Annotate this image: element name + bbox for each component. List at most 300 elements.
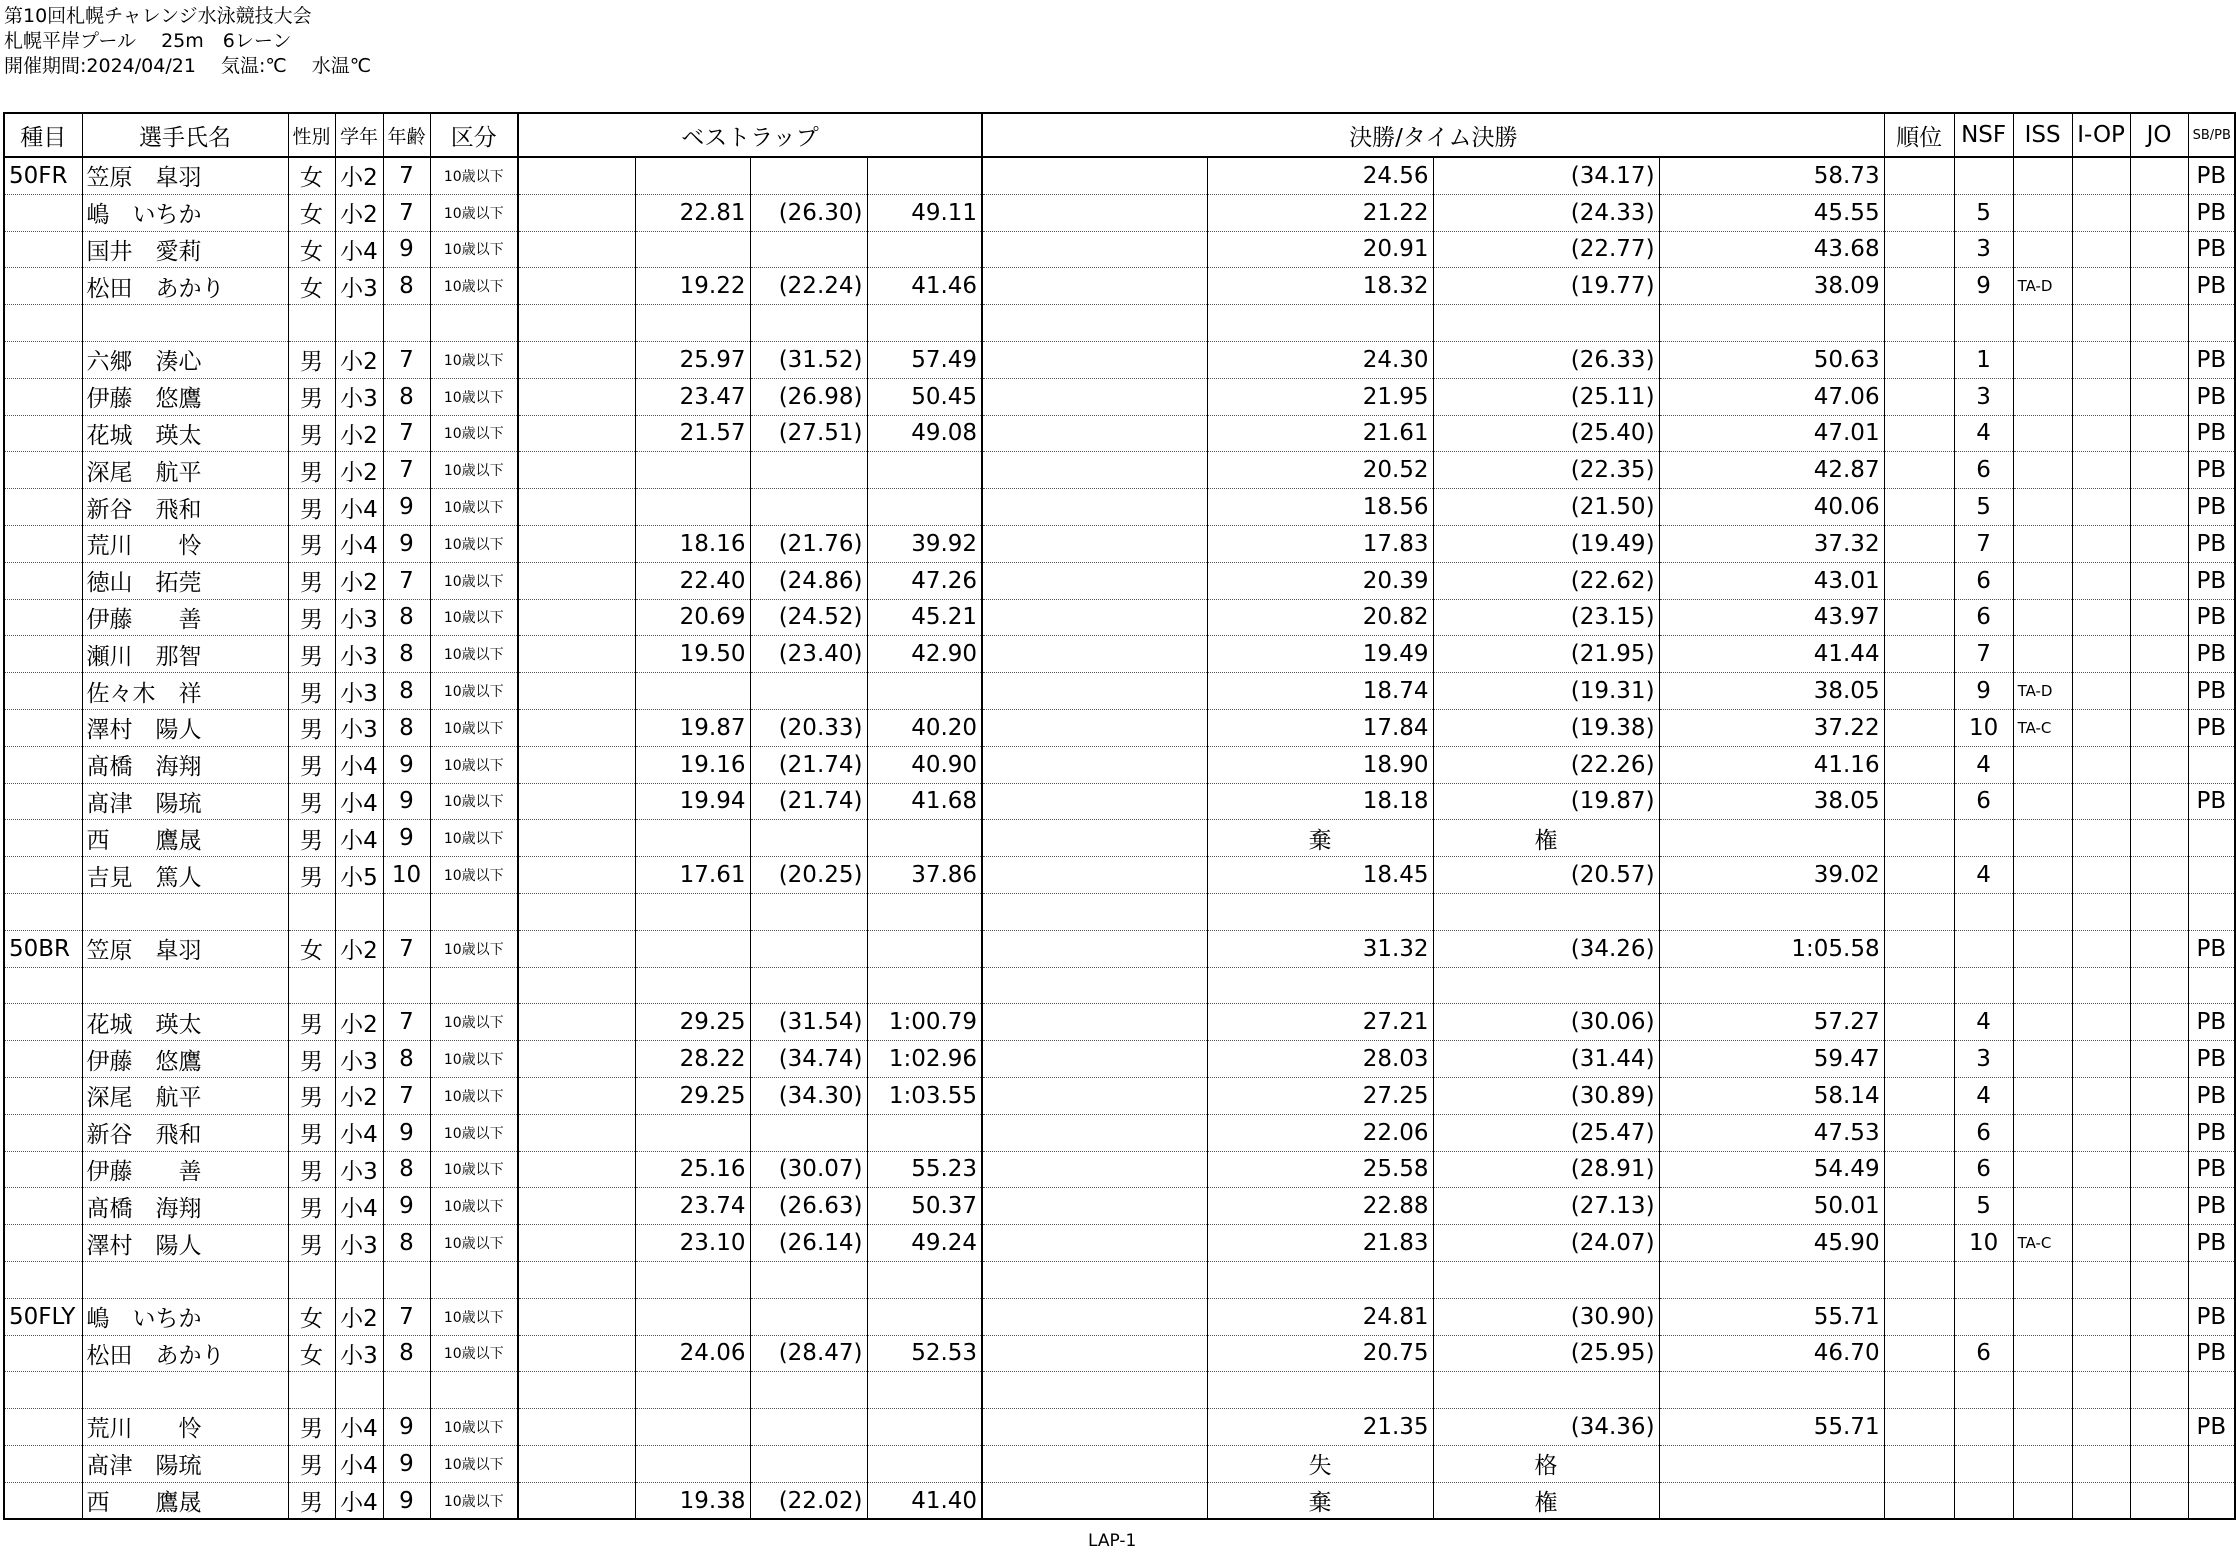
cell-name: 笠原 皐羽 [82, 930, 288, 967]
cell-jo [2130, 1445, 2188, 1482]
table-row [4, 1261, 2235, 1298]
cell-iop [2072, 157, 2130, 194]
cell-f2: (19.31) [1433, 673, 1659, 710]
cell-iss [2013, 1482, 2072, 1519]
cell-event [4, 525, 82, 562]
cell-f3: 54.49 [1659, 1151, 1884, 1188]
cell-jo [2130, 636, 2188, 673]
cell-iop [2072, 1077, 2130, 1114]
cell-empty [518, 341, 635, 378]
cell-event: 50BR [4, 930, 82, 967]
cell-nsf [1954, 1298, 2013, 1335]
cell-b3: 55.23 [867, 1151, 982, 1188]
cell-b2: (21.74) [750, 783, 867, 820]
cell-f3: 40.06 [1659, 489, 1884, 526]
cell-empty [518, 746, 635, 783]
cell-nsf [1954, 1409, 2013, 1446]
cell-pb: PB [2188, 1151, 2235, 1188]
cell-b2 [750, 489, 867, 526]
cell-grade: 小2 [335, 562, 383, 599]
cell-iss [2013, 415, 2072, 452]
cell-empty [518, 857, 635, 894]
cell-f1: 24.81 [1207, 1298, 1433, 1335]
cell-empty [518, 1225, 635, 1262]
cell-f3: 58.14 [1659, 1077, 1884, 1114]
cell-iop [2072, 967, 2130, 1004]
cell-age: 8 [383, 1041, 430, 1078]
cell-iss [2013, 1188, 2072, 1225]
cell-iop [2072, 783, 2130, 820]
cell-iss [2013, 783, 2072, 820]
cell-b2 [750, 673, 867, 710]
cell-event [4, 857, 82, 894]
cell-cat: 10歳以下 [430, 746, 518, 783]
cell-f2: (26.33) [1433, 341, 1659, 378]
cell-b3 [867, 1445, 982, 1482]
cell-name: 伊藤 善 [82, 599, 288, 636]
cell-b1: 23.74 [635, 1188, 750, 1225]
cell-b2 [750, 1445, 867, 1482]
cell-iss: TA-D [2013, 268, 2072, 305]
cell-name: 伊藤 善 [82, 1151, 288, 1188]
cell-name [82, 967, 288, 1004]
cell-jo [2130, 231, 2188, 268]
cell-b1 [635, 1445, 750, 1482]
cell-event [4, 1445, 82, 1482]
cell-f1 [1207, 305, 1433, 342]
cell-age: 9 [383, 1114, 430, 1151]
cell-iss [2013, 857, 2072, 894]
cell-iop [2072, 452, 2130, 489]
cell-b3 [867, 1114, 982, 1151]
cell-b2: (26.14) [750, 1225, 867, 1262]
cell-empty [518, 1077, 635, 1114]
cell-sex: 男 [288, 1482, 335, 1519]
cell-iss [2013, 636, 2072, 673]
cell-sex: 男 [288, 525, 335, 562]
cell-sex: 男 [288, 341, 335, 378]
cell-pb: PB [2188, 452, 2235, 489]
cell-event [4, 967, 82, 1004]
cell-iss [2013, 1372, 2072, 1409]
cell-nsf: 9 [1954, 673, 2013, 710]
cell-f3: 47.06 [1659, 378, 1884, 415]
cell-f1: 20.52 [1207, 452, 1433, 489]
cell-cat [430, 1261, 518, 1298]
cell-name [82, 305, 288, 342]
cell-f1 [1207, 967, 1433, 1004]
cell-pb [2188, 1372, 2235, 1409]
cell-rank [1884, 746, 1954, 783]
cell-rank [1884, 673, 1954, 710]
cell-name: 髙橋 海翔 [82, 1188, 288, 1225]
cell-nsf: 6 [1954, 599, 2013, 636]
cell-age: 7 [383, 194, 430, 231]
cell-iss [2013, 378, 2072, 415]
cell-iop [2072, 636, 2130, 673]
cell-b2: (31.54) [750, 1004, 867, 1041]
cell-b3: 49.11 [867, 194, 982, 231]
cell-empty [518, 599, 635, 636]
cell-pb [2188, 1482, 2235, 1519]
cell-empty [982, 636, 1207, 673]
table-row [4, 1077, 2235, 1114]
cell-nsf: 4 [1954, 1004, 2013, 1041]
cell-sex [288, 305, 335, 342]
cell-age: 7 [383, 341, 430, 378]
cell-b3 [867, 1261, 982, 1298]
cell-iop [2072, 893, 2130, 930]
cell-empty [518, 1335, 635, 1372]
cell-jo [2130, 1261, 2188, 1298]
cell-f2: (25.11) [1433, 378, 1659, 415]
cell-f3 [1659, 305, 1884, 342]
cell-empty [982, 489, 1207, 526]
cell-jo [2130, 415, 2188, 452]
cell-grade: 小4 [335, 783, 383, 820]
cell-b1: 22.81 [635, 194, 750, 231]
cell-empty [1659, 820, 1884, 857]
cell-empty [518, 1482, 635, 1519]
cell-b2: (24.86) [750, 562, 867, 599]
cell-f1: 21.83 [1207, 1225, 1433, 1262]
cell-f2: (22.77) [1433, 231, 1659, 268]
page-footer: LAP-1 [1088, 1531, 1137, 1551]
cell-pb: PB [2188, 1077, 2235, 1114]
cell-empty [982, 452, 1207, 489]
cell-pb: PB [2188, 1041, 2235, 1078]
cell-empty [518, 562, 635, 599]
cell-cat: 10歳以下 [430, 709, 518, 746]
table-row [4, 709, 2235, 746]
cell-sex: 男 [288, 1445, 335, 1482]
cell-b3: 37.86 [867, 857, 982, 894]
cell-grade: 小3 [335, 1335, 383, 1372]
cell-b2: (31.52) [750, 341, 867, 378]
cell-f2 [1433, 967, 1659, 1004]
cell-event [4, 746, 82, 783]
cell-sex: 男 [288, 783, 335, 820]
cell-b2 [750, 930, 867, 967]
cell-iss [2013, 967, 2072, 1004]
cell-age: 7 [383, 157, 430, 194]
cell-cat: 10歳以下 [430, 636, 518, 673]
cell-nsf: 7 [1954, 636, 2013, 673]
cell-f2: (19.87) [1433, 783, 1659, 820]
col-nsf: NSF [1954, 113, 2013, 157]
cell-iop [2072, 1445, 2130, 1482]
cell-empty [518, 930, 635, 967]
cell-empty [982, 1445, 1207, 1482]
cell-nsf [1954, 1482, 2013, 1519]
cell-iss [2013, 599, 2072, 636]
cell-b3 [867, 305, 982, 342]
cell-rank [1884, 562, 1954, 599]
cell-rank [1884, 636, 1954, 673]
cell-b2 [750, 305, 867, 342]
cell-empty [518, 1041, 635, 1078]
cell-b1 [635, 305, 750, 342]
table-row [4, 452, 2235, 489]
cell-cat: 10歳以下 [430, 783, 518, 820]
cell-b2 [750, 1409, 867, 1446]
cell-empty [982, 415, 1207, 452]
cell-b1 [635, 930, 750, 967]
cell-event [4, 562, 82, 599]
cell-iss [2013, 1041, 2072, 1078]
cell-iss [2013, 452, 2072, 489]
cell-f3: 45.55 [1659, 194, 1884, 231]
cell-rank [1884, 967, 1954, 1004]
cell-nsf: 6 [1954, 783, 2013, 820]
cell-b1: 17.61 [635, 857, 750, 894]
cell-age: 8 [383, 378, 430, 415]
cell-f3: 55.71 [1659, 1409, 1884, 1446]
cell-name: 国井 愛莉 [82, 231, 288, 268]
cell-f3: 41.16 [1659, 746, 1884, 783]
cell-f2: (34.36) [1433, 1409, 1659, 1446]
table-row [4, 1298, 2235, 1335]
cell-f2 [1433, 893, 1659, 930]
cell-status2: 格 [1433, 1445, 1659, 1482]
cell-cat: 10歳以下 [430, 599, 518, 636]
cell-iop [2072, 1188, 2130, 1225]
cell-f1: 20.39 [1207, 562, 1433, 599]
cell-f1: 21.95 [1207, 378, 1433, 415]
table-row [4, 231, 2235, 268]
cell-name [82, 1261, 288, 1298]
cell-b1 [635, 489, 750, 526]
cell-sex [288, 1261, 335, 1298]
cell-f3: 47.01 [1659, 415, 1884, 452]
cell-b1: 28.22 [635, 1041, 750, 1078]
col-rank: 順位 [1884, 113, 1954, 157]
table-row [4, 1114, 2235, 1151]
cell-jo [2130, 599, 2188, 636]
cell-empty [518, 893, 635, 930]
cell-cat: 10歳以下 [430, 930, 518, 967]
cell-grade: 小4 [335, 525, 383, 562]
cell-nsf: 4 [1954, 746, 2013, 783]
cell-event [4, 636, 82, 673]
cell-event [4, 378, 82, 415]
cell-cat: 10歳以下 [430, 1225, 518, 1262]
cell-grade: 小2 [335, 341, 383, 378]
cell-iss [2013, 1114, 2072, 1151]
cell-iss [2013, 1298, 2072, 1335]
cell-age: 8 [383, 673, 430, 710]
cell-name: 花城 瑛太 [82, 415, 288, 452]
cell-iss: TA-C [2013, 1225, 2072, 1262]
cell-rank [1884, 525, 1954, 562]
cell-jo [2130, 378, 2188, 415]
cell-event [4, 1261, 82, 1298]
cell-age: 7 [383, 1298, 430, 1335]
cell-name: 新谷 飛和 [82, 1114, 288, 1151]
cell-name: 伊藤 悠鷹 [82, 378, 288, 415]
cell-f2: (25.40) [1433, 415, 1659, 452]
cell-b2: (26.30) [750, 194, 867, 231]
cell-event [4, 673, 82, 710]
cell-nsf [1954, 1372, 2013, 1409]
cell-empty [982, 1077, 1207, 1114]
cell-event [4, 489, 82, 526]
cell-rank [1884, 820, 1954, 857]
cell-b2: (21.76) [750, 525, 867, 562]
cell-cat: 10歳以下 [430, 857, 518, 894]
cell-grade: 小2 [335, 930, 383, 967]
cell-sex: 男 [288, 1188, 335, 1225]
cell-age [383, 967, 430, 1004]
cell-name: 花城 瑛太 [82, 1004, 288, 1041]
cell-name: 髙津 陽琉 [82, 783, 288, 820]
cell-iss [2013, 746, 2072, 783]
cell-empty [982, 1335, 1207, 1372]
cell-age: 9 [383, 1409, 430, 1446]
cell-f2: (31.44) [1433, 1041, 1659, 1078]
cell-grade: 小4 [335, 1409, 383, 1446]
cell-b1 [635, 1372, 750, 1409]
cell-empty [982, 1151, 1207, 1188]
cell-rank [1884, 1077, 1954, 1114]
cell-jo [2130, 452, 2188, 489]
cell-iss [2013, 305, 2072, 342]
cell-jo [2130, 525, 2188, 562]
cell-iop [2072, 673, 2130, 710]
table-row [4, 636, 2235, 673]
cell-f3: 1:05.58 [1659, 930, 1884, 967]
cell-b2 [750, 1114, 867, 1151]
cell-b2: (22.02) [750, 1482, 867, 1519]
cell-b1: 22.40 [635, 562, 750, 599]
cell-rank [1884, 1335, 1954, 1372]
cell-jo [2130, 673, 2188, 710]
table-row [4, 489, 2235, 526]
cell-grade [335, 967, 383, 1004]
cell-grade: 小2 [335, 415, 383, 452]
cell-empty [982, 231, 1207, 268]
cell-age [383, 1372, 430, 1409]
cell-jo [2130, 820, 2188, 857]
cell-f1: 21.61 [1207, 415, 1433, 452]
cell-b3 [867, 489, 982, 526]
cell-event: 50FLY [4, 1298, 82, 1335]
cell-cat: 10歳以下 [430, 378, 518, 415]
cell-empty [982, 746, 1207, 783]
table-row [4, 1335, 2235, 1372]
cell-sex: 男 [288, 562, 335, 599]
cell-b1: 25.16 [635, 1151, 750, 1188]
cell-jo [2130, 1004, 2188, 1041]
cell-age: 9 [383, 1445, 430, 1482]
cell-name: 新谷 飛和 [82, 489, 288, 526]
cell-event [4, 820, 82, 857]
cell-event [4, 268, 82, 305]
cell-iss [2013, 194, 2072, 231]
cell-jo [2130, 157, 2188, 194]
cell-age: 7 [383, 1004, 430, 1041]
cell-iss [2013, 930, 2072, 967]
cell-grade: 小3 [335, 673, 383, 710]
cell-f3: 38.09 [1659, 268, 1884, 305]
cell-age: 7 [383, 930, 430, 967]
cell-pb [2188, 305, 2235, 342]
cell-event [4, 415, 82, 452]
cell-pb: PB [2188, 1225, 2235, 1262]
cell-f3: 57.27 [1659, 1004, 1884, 1041]
cell-pb: PB [2188, 415, 2235, 452]
cell-iop [2072, 857, 2130, 894]
cell-b3 [867, 673, 982, 710]
table-row [4, 1004, 2235, 1041]
cell-iss [2013, 1004, 2072, 1041]
cell-sex: 男 [288, 452, 335, 489]
cell-pb: PB [2188, 231, 2235, 268]
cell-iop [2072, 820, 2130, 857]
cell-rank [1884, 194, 1954, 231]
cell-name: 髙津 陽琉 [82, 1445, 288, 1482]
cell-f2: (30.89) [1433, 1077, 1659, 1114]
cell-cat: 10歳以下 [430, 820, 518, 857]
cell-cat: 10歳以下 [430, 268, 518, 305]
cell-f1: 18.74 [1207, 673, 1433, 710]
cell-sex: 男 [288, 1151, 335, 1188]
cell-cat: 10歳以下 [430, 562, 518, 599]
cell-f1: 24.30 [1207, 341, 1433, 378]
venue-line: 札幌平岸プール 25m 6レーン [4, 30, 292, 52]
table-row [4, 1409, 2235, 1446]
cell-name: 荒川 怜 [82, 525, 288, 562]
cell-empty [518, 1004, 635, 1041]
cell-cat: 10歳以下 [430, 231, 518, 268]
cell-rank [1884, 157, 1954, 194]
cell-iss [2013, 157, 2072, 194]
cell-grade: 小2 [335, 1004, 383, 1041]
cell-b2: (24.52) [750, 599, 867, 636]
cell-name: 澤村 陽人 [82, 1225, 288, 1262]
cell-b2: (20.33) [750, 709, 867, 746]
cell-name: 六郷 湊心 [82, 341, 288, 378]
cell-nsf: 6 [1954, 1114, 2013, 1151]
col-iop: I-OP [2072, 113, 2130, 157]
cell-f1: 21.22 [1207, 194, 1433, 231]
cell-cat: 10歳以下 [430, 525, 518, 562]
cell-status2: 権 [1433, 1482, 1659, 1519]
cell-f2: (24.07) [1433, 1225, 1659, 1262]
cell-b1: 21.57 [635, 415, 750, 452]
cell-jo [2130, 1372, 2188, 1409]
cell-iss [2013, 820, 2072, 857]
cell-jo [2130, 1077, 2188, 1114]
cell-grade: 小3 [335, 268, 383, 305]
cell-iss [2013, 489, 2072, 526]
cell-empty [982, 1261, 1207, 1298]
cell-f2 [1433, 1372, 1659, 1409]
cell-rank [1884, 1482, 1954, 1519]
date-line: 開催期間:2024/04/21 気温:℃ 水温℃ [4, 55, 372, 77]
cell-iop [2072, 562, 2130, 599]
cell-name: 笠原 皐羽 [82, 157, 288, 194]
cell-iop [2072, 709, 2130, 746]
cell-iop [2072, 1004, 2130, 1041]
cell-pb: PB [2188, 1298, 2235, 1335]
cell-f1: 20.75 [1207, 1335, 1433, 1372]
table-row [4, 673, 2235, 710]
cell-jo [2130, 562, 2188, 599]
cell-grade: 小3 [335, 599, 383, 636]
cell-status1: 棄 [1207, 1482, 1433, 1519]
cell-nsf: 6 [1954, 452, 2013, 489]
